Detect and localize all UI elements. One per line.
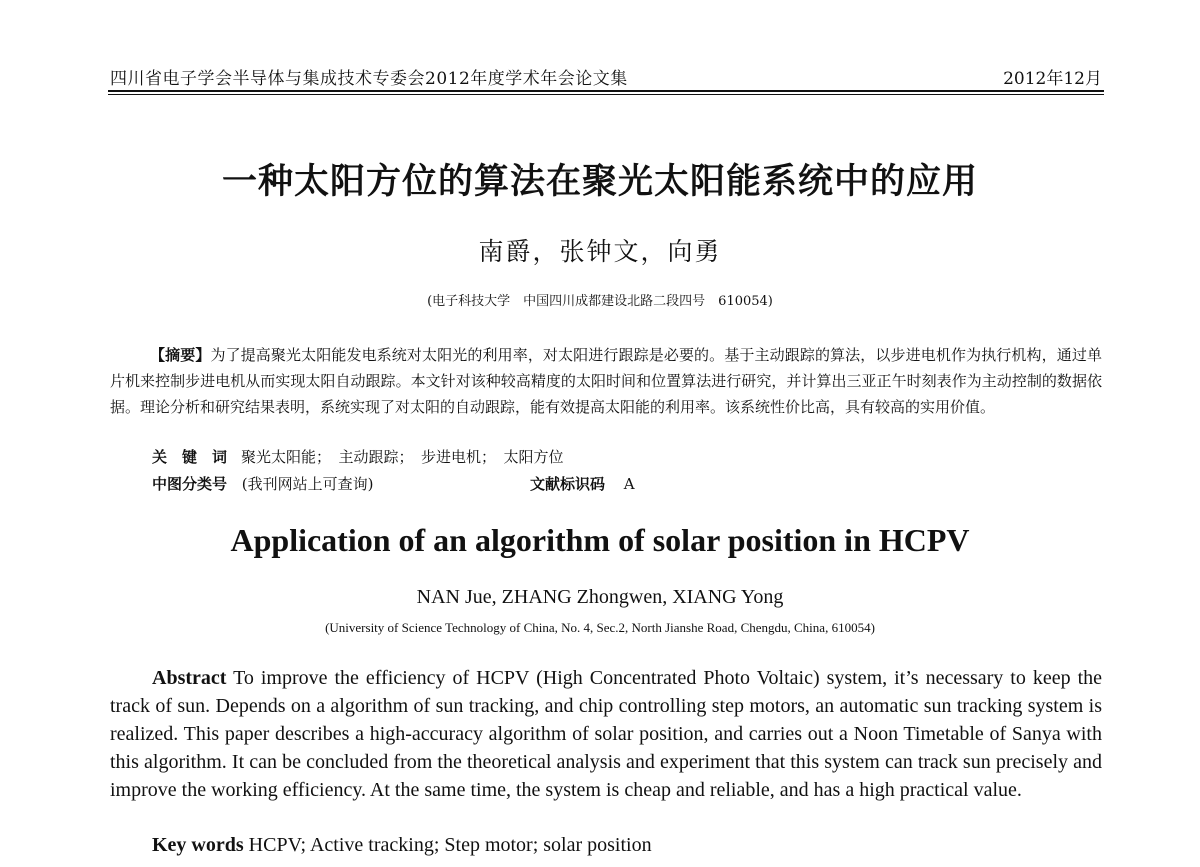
chinese-class-label: 中图分类号	[152, 475, 228, 493]
english-keywords-label: Key words	[152, 834, 244, 856]
english-abstract-label: Abstract	[152, 667, 227, 689]
chinese-title: 一种太阳方位的算法在聚光太阳能系统中的应用	[221, 162, 978, 202]
english-authors: NAN Jue, ZHANG Zhongwen, XIANG Yong	[416, 586, 784, 608]
chinese-classification	[152, 473, 374, 494]
english-affiliation: (University of Science Technology of China, No. 4, Sec.2, North Jianshe Road, Chengdu, China, 610054)	[325, 620, 875, 635]
chinese-keywords-label: 关 键 词	[152, 448, 228, 466]
english-title: Application of an algorithm of solar position in HCPV	[230, 522, 970, 558]
english-abstract	[110, 664, 1102, 804]
chinese-affiliation: (电子科技大学 中国四川成都建设北路二段四号 610054)	[427, 294, 773, 309]
chinese-keywords-text: 聚光太阳能； 主动跟踪； 步进电机； 太阳方位	[241, 448, 564, 466]
chinese-document-code	[530, 473, 635, 494]
english-abstract-text: To improve the efficiency of HCPV (High Concentrated Photo Voltaic) system, it’s necessary to keep the track of sun. Depends on a algorithm of sun tracking, and chip controlling step motors, an automatic sun tracking system is realized. This paper describes a high-accuracy algorithm of solar position, and carries out a Noon Timetable of Sanya with this algorithm. It can be concluded from the theoretical analysis and experiment that this system can track sun precisely and improve the working efficiency. At the same time, the system is cheap and reliable, and has a high practical value.	[110, 667, 1102, 801]
header-rule-thin	[108, 94, 1104, 95]
chinese-abstract-label: 【摘要】	[150, 346, 211, 364]
english-keywords	[152, 834, 652, 857]
chinese-keywords	[152, 446, 564, 467]
chinese-abstract	[110, 342, 1102, 420]
chinese-abstract-text: 为了提高聚光太阳能发电系统对太阳光的利用率，对太阳进行跟踪是必要的。基于主动跟踪的算法，以步进电机作为执行机构，通过单片机来控制步进电机从而实现太阳自动跟踪。本文针对该种较高精度的太阳时间和位置算法进行研究，并计算出三亚正午时刻表作为主动控制的数据依据。理论分析和研究结果表明，系统实现了对太阳的自动跟踪，能有效提高太阳能的利用率。该系统性价比高，具有较高的实用价值。	[110, 346, 1102, 416]
running-header-date: 2012年12月	[1003, 69, 1102, 89]
chinese-doc-code-value: A	[623, 475, 635, 493]
chinese-authors: 南爵，张钟文，向勇	[478, 237, 722, 266]
chinese-class-value: (我刊网站上可查询)	[241, 475, 374, 493]
running-header-proceedings: 四川省电子学会半导体与集成技术专委会2012年度学术年会论文集	[110, 69, 628, 89]
english-keywords-text: HCPV; Active tracking; Step motor; solar position	[248, 834, 652, 856]
header-rule	[108, 90, 1104, 92]
chinese-doc-code-label: 文献标识码	[530, 475, 606, 493]
